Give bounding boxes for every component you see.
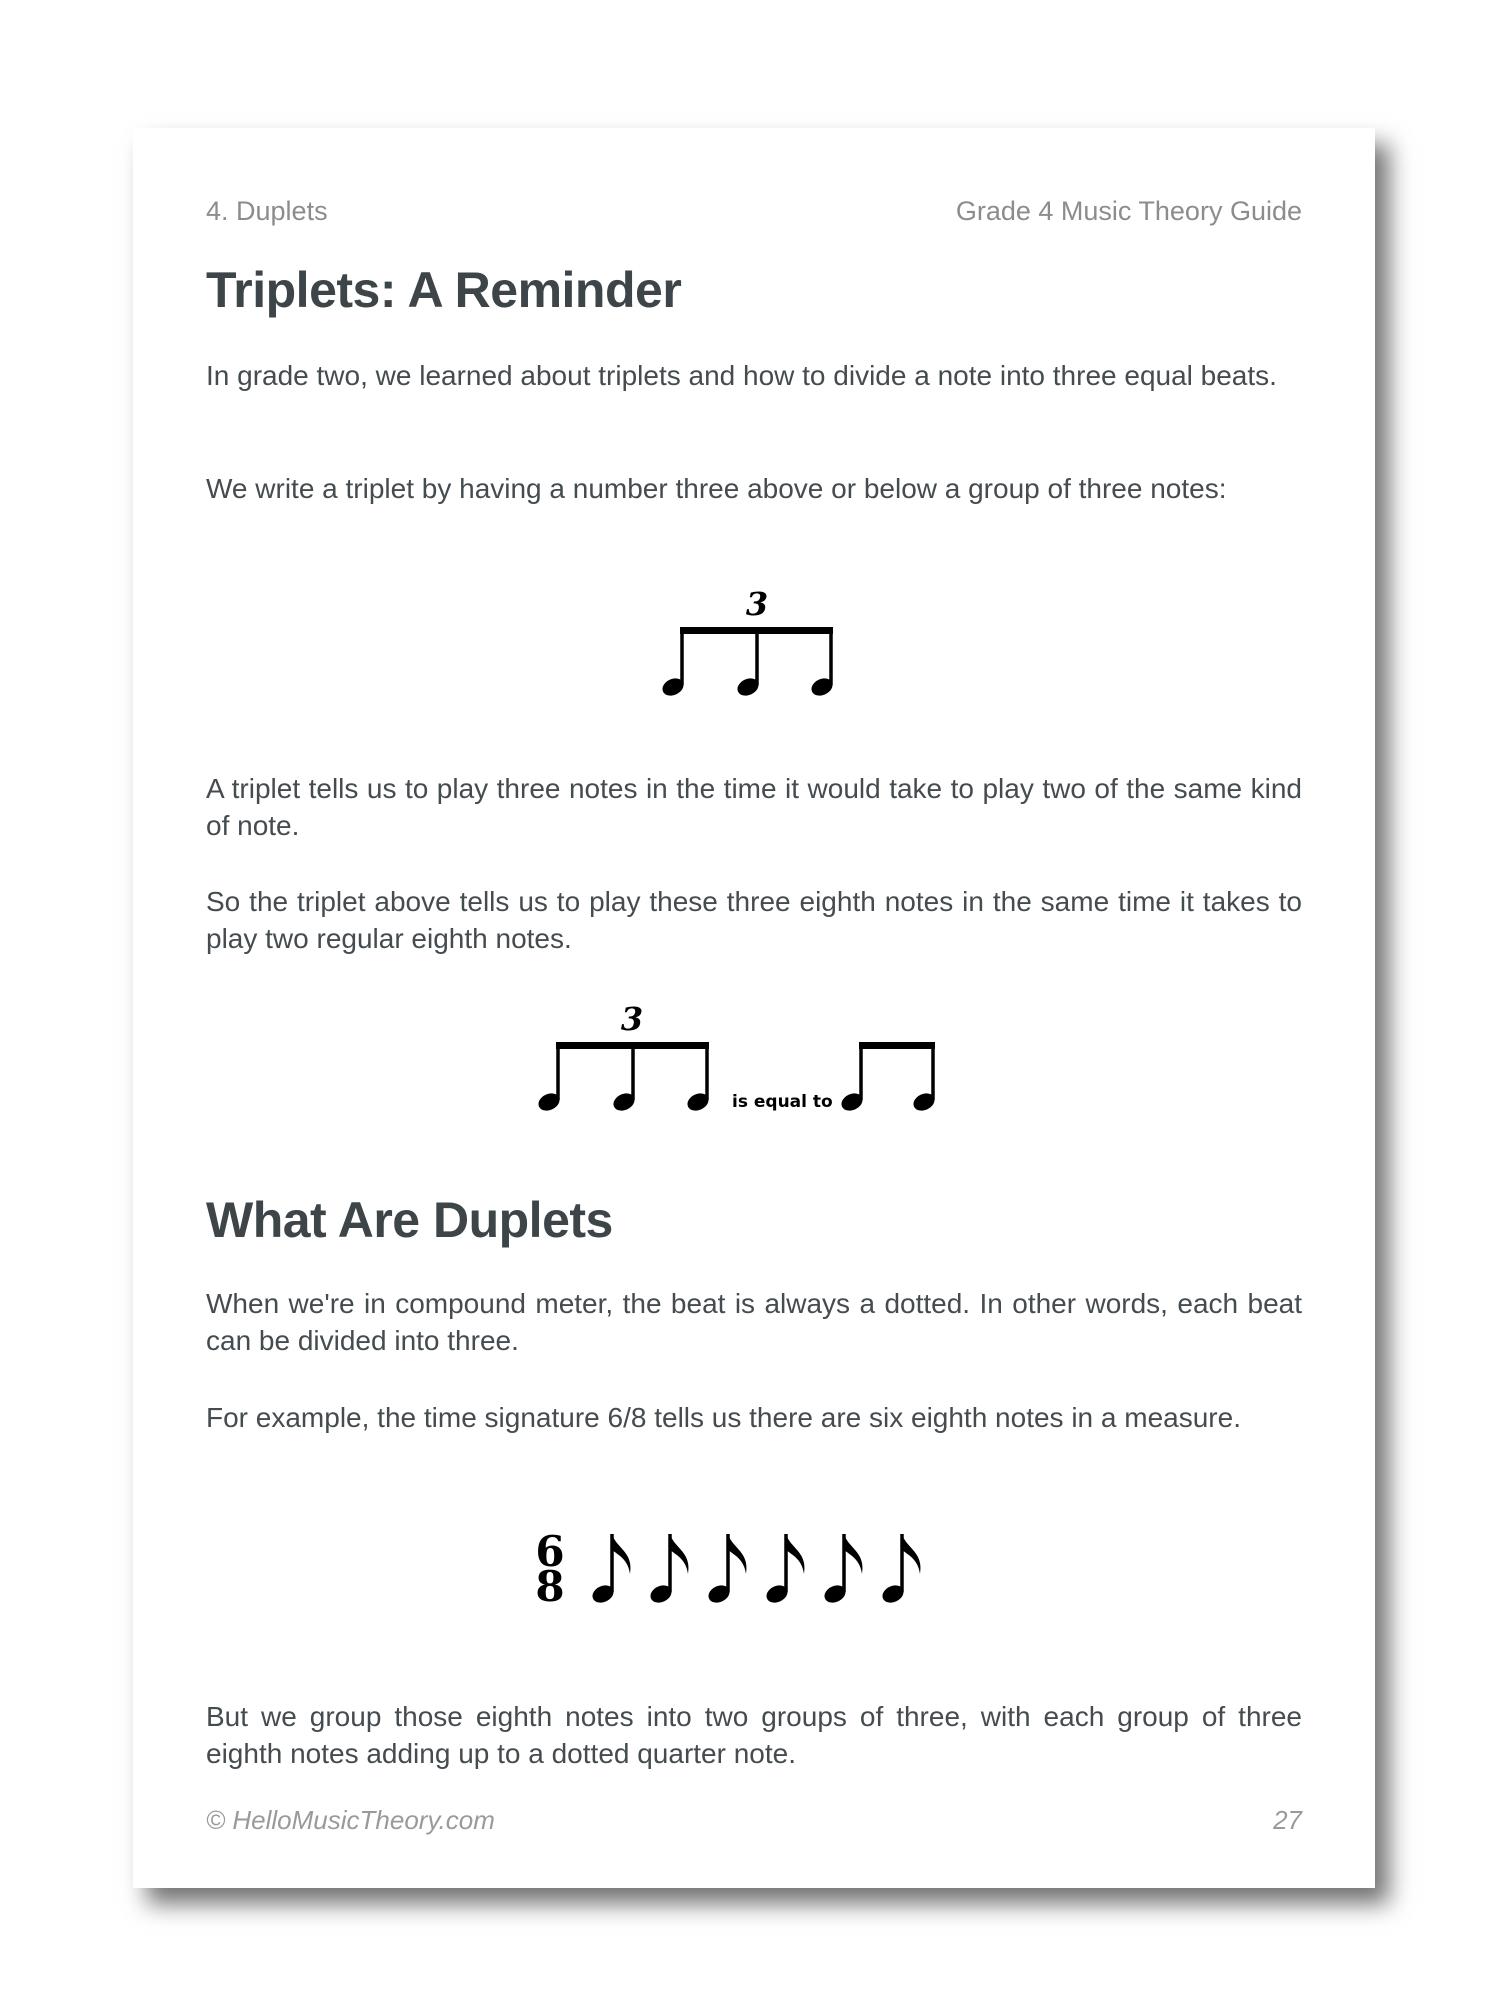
time-signature-top: 6 bbox=[535, 1527, 565, 1576]
equal-to-label: is equal to bbox=[732, 1092, 833, 1112]
triplet-number: 3 bbox=[745, 585, 769, 623]
section-heading-triplets: Triplets: A Reminder bbox=[206, 262, 682, 318]
book-title: Grade 4 Music Theory Guide bbox=[955, 196, 1302, 226]
eighth-note bbox=[764, 1534, 805, 1606]
page-number: 27 bbox=[1273, 1805, 1302, 1835]
paragraph: But we group those eighth notes into two groups of three, with each group of three eighth notes adding up to a dotted quarter note. bbox=[206, 1701, 1302, 1769]
eighth-note bbox=[880, 1534, 921, 1606]
document-page bbox=[133, 128, 1375, 1888]
paragraph: A triplet tells us to play three notes in the time it would take to play two of the same kind of note. bbox=[206, 773, 1302, 841]
triplet-number: 3 bbox=[620, 1000, 644, 1038]
triplet-notes bbox=[660, 585, 836, 699]
paragraph: When we're in compound meter, the beat is always a dotted. In other words, each beat can be divided into three. bbox=[206, 1288, 1302, 1356]
paragraph: For example, the time signature 6/8 tells us there are six eighth notes in a measure. bbox=[206, 1402, 1241, 1433]
beam bbox=[859, 1042, 935, 1049]
time-signature bbox=[535, 1527, 564, 1611]
note-flag bbox=[786, 1534, 805, 1574]
time-signature-bottom: 8 bbox=[535, 1562, 565, 1611]
chapter-label: 4. Duplets bbox=[206, 196, 328, 226]
section-heading-duplets: What Are Duplets bbox=[206, 1192, 613, 1248]
paragraph: In grade two, we learned about triplets and how to divide a note into three equal beats. bbox=[206, 360, 1277, 391]
note-flag bbox=[902, 1534, 921, 1574]
triplet-group bbox=[536, 1000, 712, 1114]
paragraph: We write a triplet by having a number three above or below a group of three notes: bbox=[206, 473, 1227, 504]
six-eight-measure-figure bbox=[533, 1518, 853, 1628]
triplet-equals-duplet-figure bbox=[529, 1000, 949, 1128]
eighth-note bbox=[822, 1534, 863, 1606]
note-flag bbox=[670, 1534, 689, 1574]
eighth-note bbox=[706, 1534, 747, 1606]
copyright-footer: © HelloMusicTheory.com bbox=[206, 1805, 495, 1835]
eighth-notes bbox=[590, 1534, 921, 1606]
eighth-note bbox=[590, 1534, 631, 1606]
triplet-figure bbox=[653, 585, 913, 713]
eighth-pair-group bbox=[839, 1042, 938, 1114]
note-flag bbox=[844, 1534, 863, 1574]
eighth-note bbox=[648, 1534, 689, 1606]
note-flag bbox=[728, 1534, 747, 1574]
paragraph: So the triplet above tells us to play these three eighth notes in the same time it takes to play two regular eighth notes. bbox=[206, 886, 1302, 954]
note-flag bbox=[612, 1534, 631, 1574]
